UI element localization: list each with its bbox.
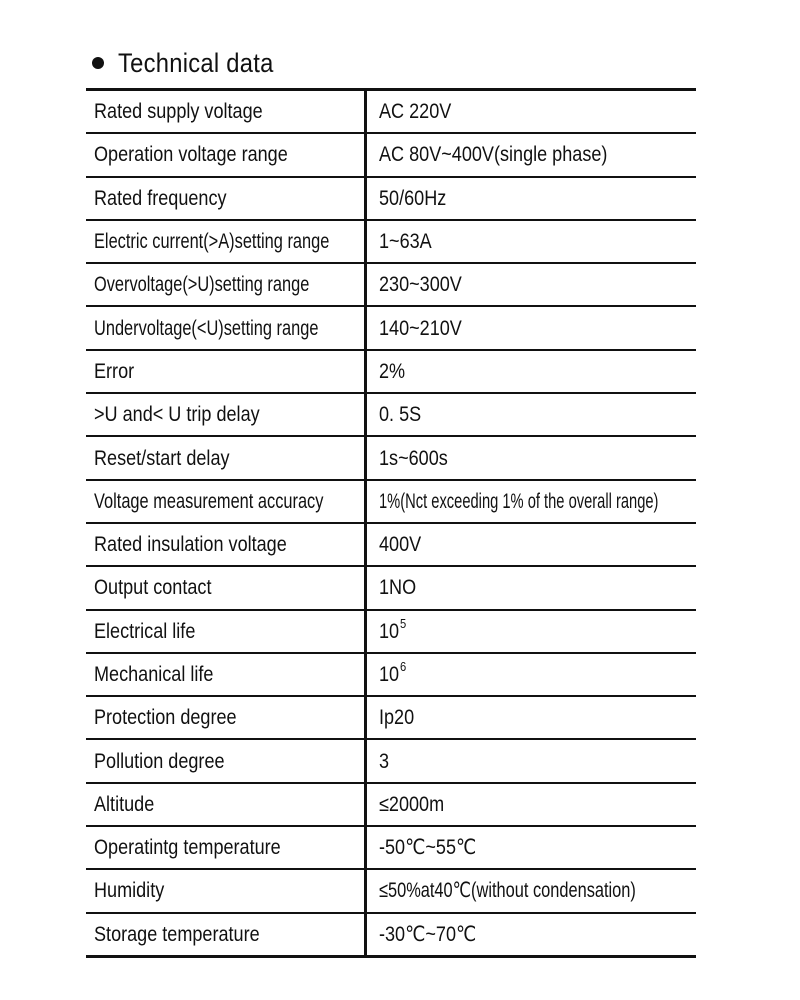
parameter-cell (86, 826, 366, 869)
parameter-label: Rated frequency (94, 186, 227, 210)
parameter-label: Undervoltage(<U)setting range (94, 316, 319, 340)
value-cell (366, 436, 697, 479)
value-cell (366, 480, 697, 523)
parameter-label: Reset/start delay (94, 446, 230, 470)
parameter-value: Ip20 (379, 706, 415, 730)
parameter-value: 1%(Nct exceeding 1% of the overall range) (379, 489, 659, 513)
table-row (86, 523, 696, 566)
parameter-label: Humidity (94, 879, 165, 903)
parameter-value: ≤2000m (379, 792, 445, 816)
parameter-label: Operatintg temperature (94, 836, 281, 860)
parameter-cell (86, 913, 366, 957)
section-title: Technical data (118, 47, 274, 78)
parameter-label: Protection degree (94, 706, 237, 730)
technical-data-table (86, 88, 696, 958)
parameter-value: -30℃~70℃ (379, 922, 477, 946)
parameter-value: 140~210V (379, 316, 462, 340)
value-cell (366, 393, 697, 436)
table-row (86, 566, 696, 609)
parameter-value: AC 80V~400V(single phase) (379, 143, 608, 167)
parameter-cell (86, 869, 366, 912)
table-row (86, 826, 696, 869)
table-row (86, 177, 696, 220)
parameter-cell (86, 610, 366, 653)
value-cell (366, 350, 697, 393)
parameter-label: >U and< U trip delay (94, 403, 260, 427)
table-row (86, 739, 696, 782)
value-exponent: 5 (399, 615, 407, 631)
table-row (86, 696, 696, 739)
parameter-cell (86, 653, 366, 696)
value-cell (366, 869, 697, 912)
value-cell (366, 696, 697, 739)
parameter-cell (86, 739, 366, 782)
table-row (86, 306, 696, 349)
parameter-cell (86, 220, 366, 263)
parameter-label: Operation voltage range (94, 143, 288, 167)
parameter-cell (86, 523, 366, 566)
parameter-cell (86, 306, 366, 349)
parameter-label: Voltage measurement accuracy (94, 489, 324, 513)
table-row (86, 90, 696, 134)
parameter-value: 1NO (379, 576, 417, 600)
parameter-cell (86, 133, 366, 176)
parameter-value (379, 615, 407, 643)
table-row (86, 220, 696, 263)
table-row (86, 913, 696, 957)
parameter-label: Rated supply voltage (94, 100, 263, 124)
value-cell (366, 783, 697, 826)
parameter-label: Rated insulation voltage (94, 533, 287, 557)
parameter-label: Altitude (94, 792, 155, 816)
parameter-value: ≤50%at40℃(without condensation) (379, 879, 636, 903)
parameter-label: Storage temperature (94, 922, 260, 946)
section-heading (92, 46, 295, 80)
parameter-cell (86, 393, 366, 436)
parameter-cell (86, 177, 366, 220)
value-cell (366, 306, 697, 349)
table-row (86, 653, 696, 696)
parameter-cell (86, 480, 366, 523)
table-row (86, 436, 696, 479)
value-base: 10 (379, 663, 400, 686)
value-cell (366, 913, 697, 957)
table-row (86, 610, 696, 653)
value-exponent: 6 (399, 659, 407, 674)
parameter-cell (86, 783, 366, 826)
table-row (86, 133, 696, 176)
parameter-value: 3 (379, 749, 390, 773)
parameter-value: 1~63A (379, 230, 432, 254)
table-row (86, 783, 696, 826)
value-cell (366, 653, 697, 696)
table-row (86, 480, 696, 523)
value-cell (366, 263, 697, 306)
parameter-cell (86, 566, 366, 609)
table-row (86, 350, 696, 393)
parameter-label: Electrical life (94, 619, 196, 643)
parameter-value: 2% (379, 359, 406, 383)
parameter-value: 400V (379, 533, 422, 557)
parameter-label: Mechanical life (94, 663, 214, 686)
table-row (86, 263, 696, 306)
parameter-cell (86, 263, 366, 306)
value-cell (366, 90, 697, 134)
parameter-label: Pollution degree (94, 749, 225, 773)
bullet-icon (92, 57, 104, 69)
parameter-value: 1s~600s (379, 446, 448, 470)
parameter-value: 50/60Hz (379, 186, 447, 210)
parameter-value: AC 220V (379, 100, 452, 124)
parameter-value: 0. 5S (379, 403, 422, 427)
value-cell (366, 220, 697, 263)
parameter-value (379, 659, 407, 686)
value-cell (366, 610, 697, 653)
parameter-label: Overvoltage(>U)setting range (94, 273, 310, 297)
parameter-cell (86, 90, 366, 134)
table-row (86, 393, 696, 436)
parameter-cell (86, 436, 366, 479)
value-cell (366, 177, 697, 220)
value-base: 10 (379, 619, 400, 643)
parameter-value: -50℃~55℃ (379, 836, 477, 860)
value-cell (366, 133, 697, 176)
parameter-label: Output contact (94, 576, 212, 600)
parameter-label: Error (94, 359, 135, 383)
parameter-cell (86, 350, 366, 393)
parameter-cell (86, 696, 366, 739)
value-cell (366, 739, 697, 782)
value-cell (366, 826, 697, 869)
value-cell (366, 523, 697, 566)
value-cell (366, 566, 697, 609)
table-row (86, 869, 696, 912)
parameter-label: Electric current(>A)setting range (94, 230, 330, 254)
parameter-value: 230~300V (379, 273, 462, 297)
